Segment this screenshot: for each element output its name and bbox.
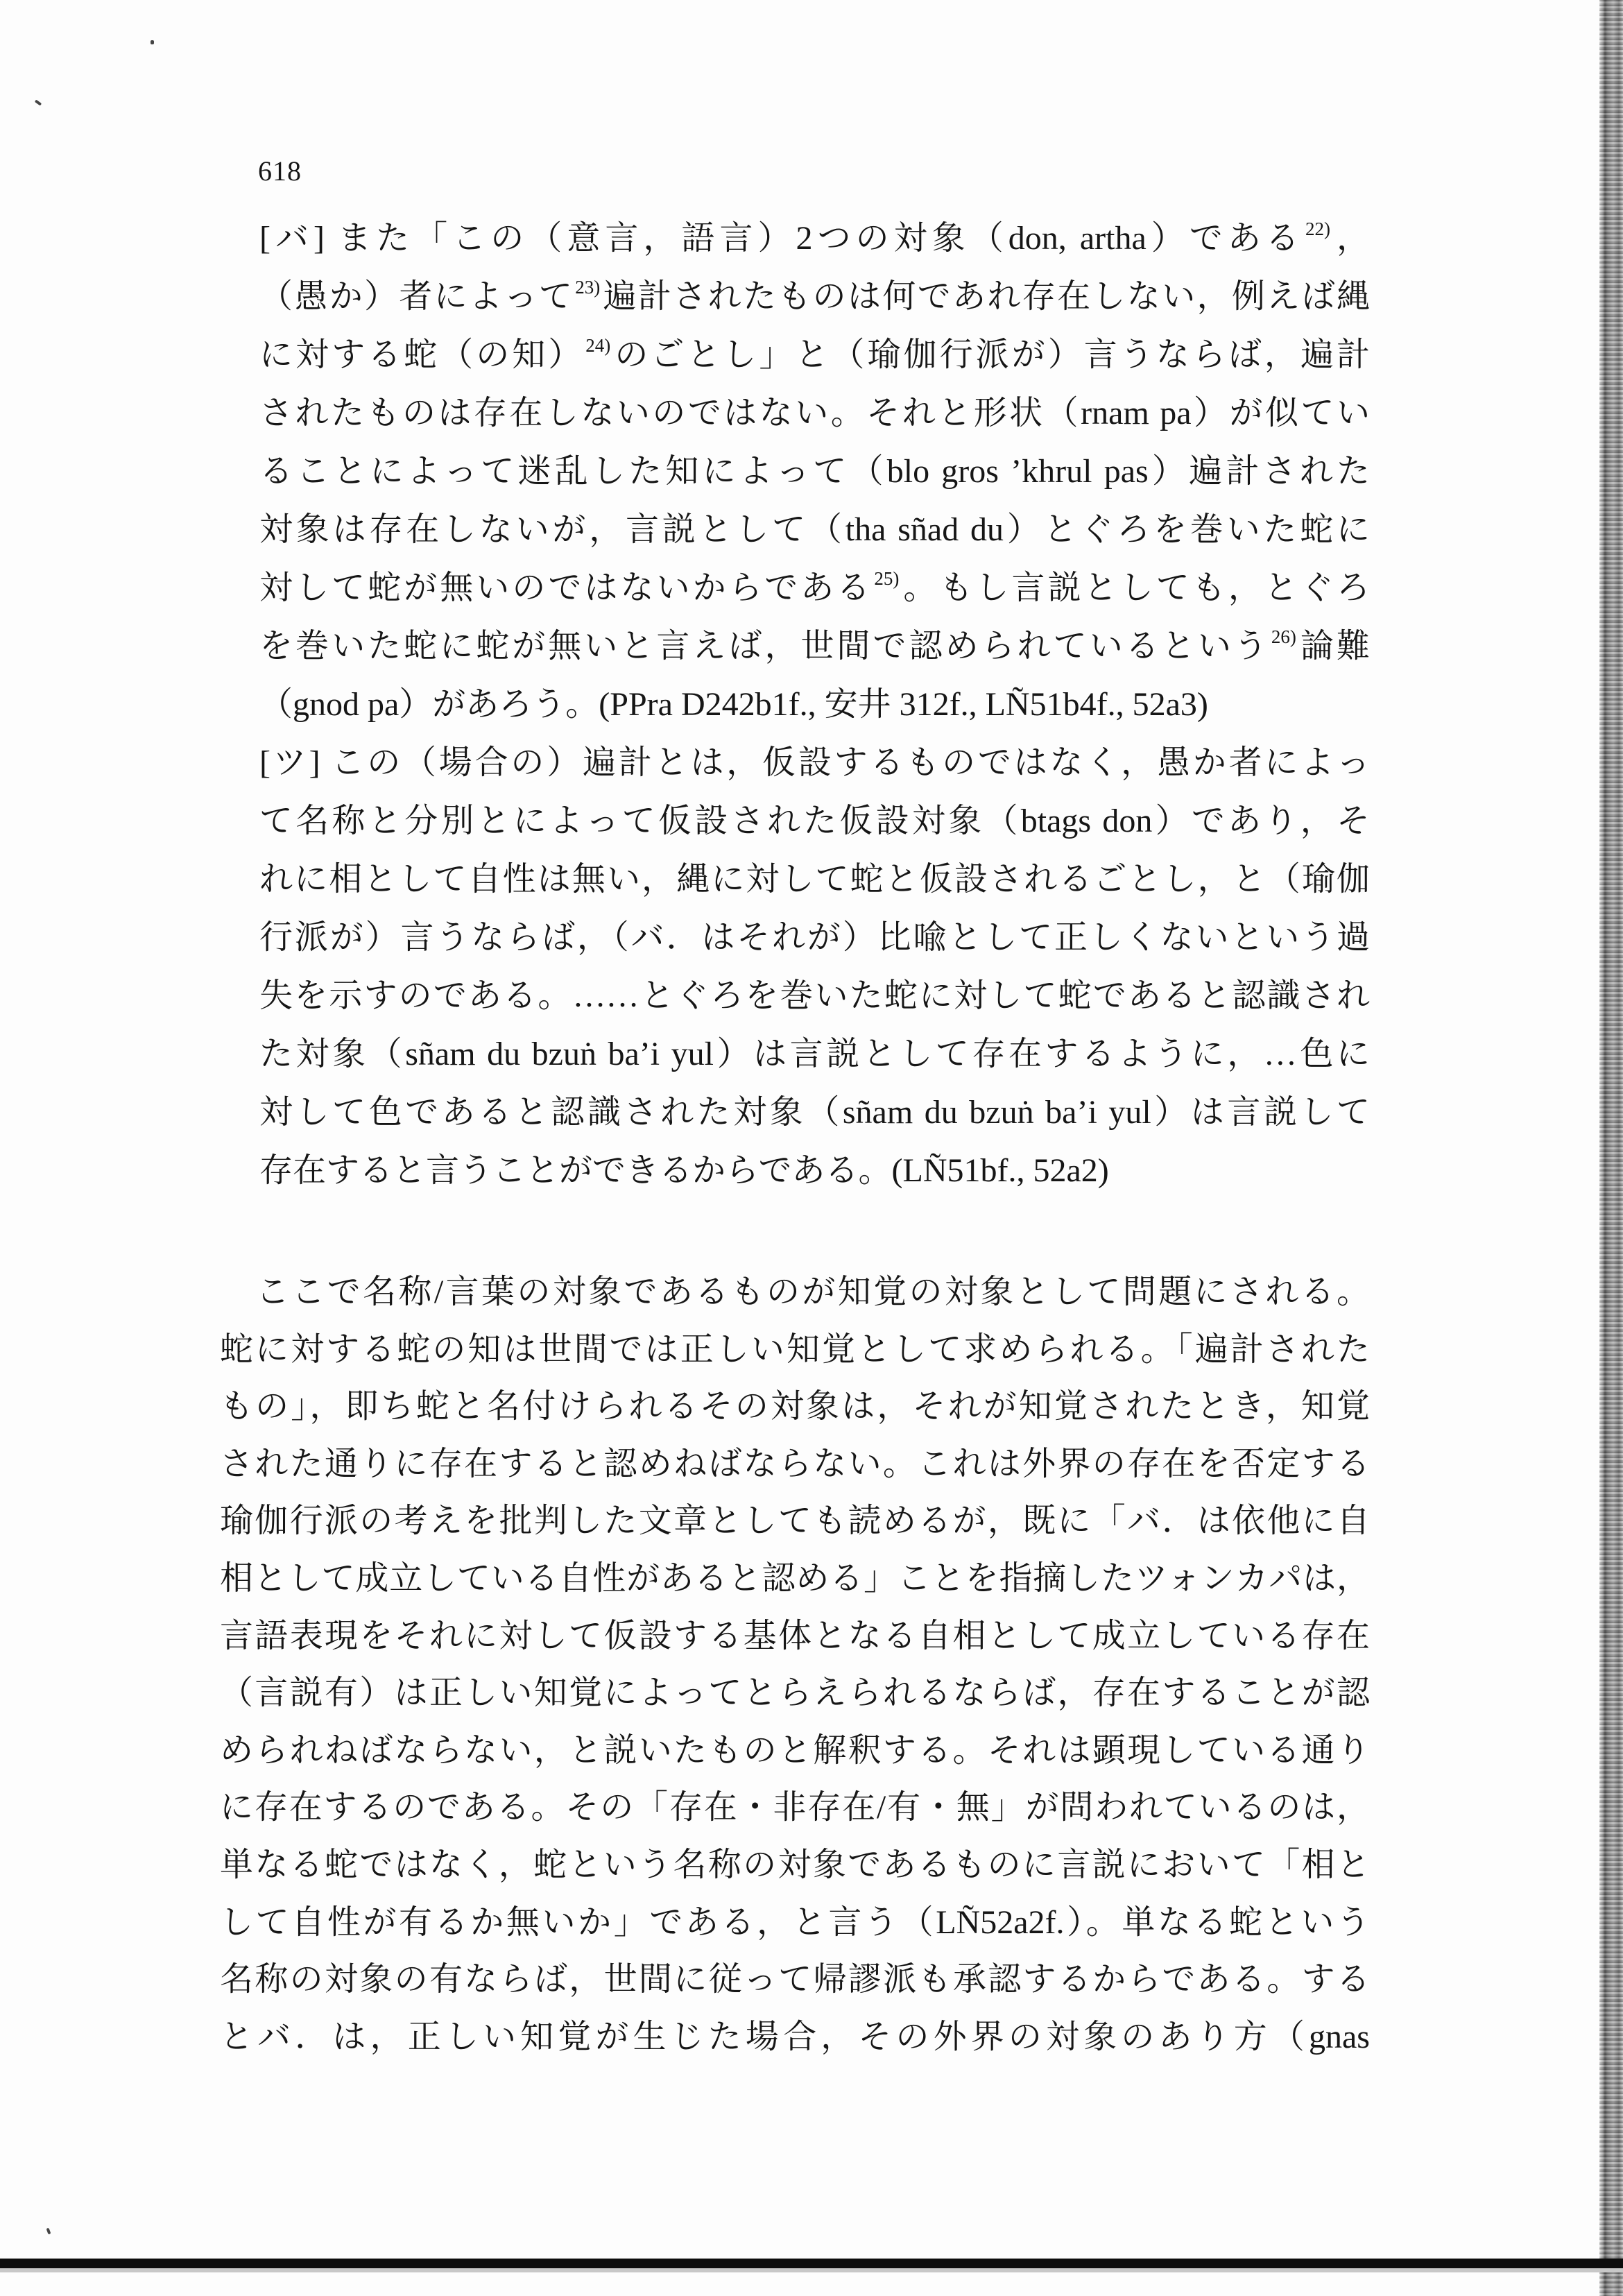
body-line: 相として成立している自性があると認める」ことを指摘したツォンカパは，: [220, 1559, 1370, 1597]
body-line: （言説有）は正しい知覚によってとらえられるならば，存在することが認: [220, 1674, 1370, 1712]
note-reference: 24): [585, 335, 611, 356]
note-reference: 25): [874, 568, 900, 589]
line-text: 対して色であると認識された対象（sñam du bzuṅ ba’i yul）は言説して: [259, 1094, 1370, 1131]
body-line: 瑜伽行派の考えを批判した文章としても読めるが，既に「バ．は依他に自: [220, 1502, 1370, 1540]
quote-line: [259, 676, 1370, 734]
quote-paragraph-ba: [259, 209, 1370, 734]
page-number: 618: [258, 155, 302, 187]
body-line: 名称の対象の有ならば，世間に従って帰謬派も承認するからである。する: [220, 1961, 1370, 1998]
line-text: て名称と分別とによって仮設された仮設対象（btags don）であり，そ: [259, 803, 1370, 839]
scan-bottom-edge-shade: [0, 2268, 1623, 2272]
line-text: （gnod pa）があろう。(PPra D242b1f., 安井 312f., LÑ51b4f., 52a3): [259, 686, 1208, 723]
line-text: のごとし」と（瑜伽行派が）言うならば，遍計: [612, 336, 1370, 373]
quote-line: [259, 1025, 1370, 1083]
line-text: [ツ] この（場合の）遍計とは，仮設するものではなく，愚か者によっ: [259, 744, 1370, 781]
scan-bottom-edge: [0, 2259, 1623, 2268]
line-text: た対象（sñam du bzuṅ ba’i yul）は言説として存在するように，…色に: [259, 1036, 1370, 1072]
quote-line: [259, 209, 1370, 268]
scan-speck: [35, 99, 42, 105]
body-line: もの」，即ち蛇と名付けられるその対象は，それが知覚されたとき，知覚: [220, 1388, 1370, 1425]
line-text: を巻いた蛇に蛇が無いと言えば，世間で認められているという: [259, 628, 1270, 665]
quote-block: [259, 209, 1370, 1200]
line-text: 存在すると言うことができるからである。(LÑ51bf., 52a2): [259, 1152, 1109, 1189]
line-text: 対して蛇が無いのではないからである: [259, 569, 873, 606]
quote-line: [259, 443, 1370, 501]
scan-speck: [46, 2228, 51, 2235]
quote-paragraph-tsu: [259, 734, 1370, 1200]
line-text: 論難: [1297, 628, 1370, 665]
body-line: 蛇に対する蛇の知は世間では正しい知覚として求められる。「遍計された: [220, 1330, 1370, 1368]
quote-line: [259, 326, 1370, 384]
line-text: ることによって迷乱した知によって（blo gros ’khrul pas）遍計された: [259, 453, 1370, 490]
line-text: 失を示すのである。……とぐろを巻いた蛇に対して蛇であると認識され: [259, 977, 1370, 1014]
line-text: 。もし言説としても，とぐろ: [900, 569, 1370, 606]
quote-line: [259, 268, 1370, 326]
note-reference: 22): [1305, 219, 1330, 239]
quote-line: [259, 734, 1370, 792]
line-text: に対する蛇（の知）: [259, 336, 585, 373]
scan-speck: [151, 40, 154, 44]
line-text: されたものは存在しないのではない。それと形状（rnam pa）が似てい: [259, 395, 1370, 431]
quote-line: [259, 384, 1370, 443]
line-text: [バ] また「この（意言，語言）2つの対象（don, artha）である: [259, 220, 1304, 257]
note-reference: 26): [1271, 626, 1296, 647]
body-line: 単なる蛇ではなく，蛇という名称の対象であるものに言説において「相と: [220, 1846, 1370, 1883]
quote-line: [259, 967, 1370, 1025]
quote-line: [259, 1083, 1370, 1142]
body-line: められねばならない，と説いたものと解釈する。それは顕現している通り: [220, 1731, 1370, 1769]
line-text: （愚か）者によって: [259, 278, 574, 315]
quote-line: [259, 792, 1370, 850]
body-line: 言語表現をそれに対して仮設する基体となる自相として成立している存在: [220, 1617, 1370, 1654]
quote-line: [259, 1142, 1370, 1200]
body-paragraph: [220, 1264, 1370, 2066]
scan-binding-shadow: [1599, 0, 1623, 2296]
quote-line: [259, 850, 1370, 909]
line-text: 対象は存在しないが，言説として（tha sñad du）とぐろを巻いた蛇に: [259, 511, 1370, 548]
line-text: ，: [1331, 220, 1370, 257]
line-text: れに相として自性は無い，縄に対して蛇と仮設されるごとし，と（瑜伽: [259, 861, 1370, 898]
body-line: して自性が有るか無いか」である，と言う（LÑ52a2f.）。単なる蛇という: [220, 1903, 1370, 1941]
body-line: された通りに存在すると認めねばならない。これは外界の存在を否定する: [220, 1445, 1370, 1482]
line-text: 行派が）言うならば，（バ．はそれが）比喩として正しくないという過: [259, 919, 1370, 956]
quote-line: [259, 909, 1370, 967]
quote-line: [259, 617, 1370, 676]
body-line: ここで名称/言葉の対象であるものが知覚の対象として問題にされる。: [256, 1274, 1370, 1310]
line-text: 遍計されたものは何であれ存在しない，例えば縄: [601, 278, 1370, 315]
quote-line: [259, 559, 1370, 617]
body-line: に存在するのである。その「存在・非存在/有・無」が問われているのは，: [220, 1789, 1370, 1826]
quote-line: [259, 501, 1370, 559]
body-line: とバ．は，正しい知覚が生じた場合，その外界の対象のあり方（gnas: [220, 2018, 1370, 2055]
note-reference: 23): [575, 277, 601, 298]
